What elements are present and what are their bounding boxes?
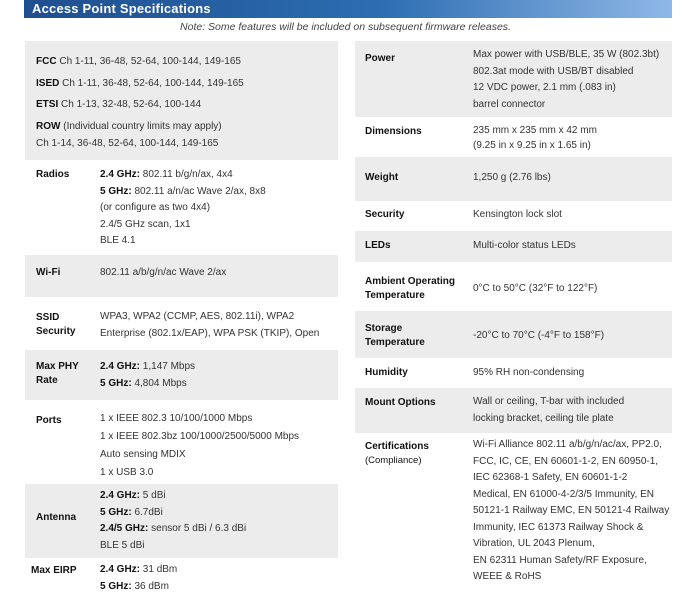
humidity-row — [355, 358, 672, 388]
weight-label: Weight — [365, 172, 399, 183]
ised-line — [36, 73, 244, 95]
firmware-note: Note: Some features will be included on subsequent firmware releases. — [180, 21, 511, 33]
mount-options-label: Mount Options — [365, 397, 436, 408]
max-eirp-row — [25, 558, 338, 598]
ambient-temp-value: 0°C to 50°C (32°F to 122°F) — [473, 283, 598, 294]
antenna-label: Antenna — [36, 512, 76, 523]
mount-options-row — [355, 388, 672, 433]
humidity-label: Humidity — [365, 367, 408, 378]
power-row — [355, 41, 672, 117]
security-label: Security — [365, 209, 405, 220]
ambient-temp-row — [355, 262, 672, 311]
max-eirp-label: Max EIRP — [31, 565, 77, 576]
radios-row — [25, 160, 338, 255]
mount-options-value: Wall or ceiling, T-bar with included locking bracket, ceiling tile plate — [473, 396, 625, 424]
weight-value: 1,250 g (2.76 lbs) — [473, 172, 551, 183]
certifications-sublabel: (Compliance) — [365, 455, 422, 466]
max-eirp-value: 2.4 GHz: 31 dBm 5 GHz: 36 dBm — [100, 564, 178, 592]
section-title: Access Point Specifications — [32, 1, 211, 16]
ssid-security-value: WPA3, WPA2 (CCMP, AES, 802.11i), WPA2 Enterprise (802.1x/EAP), WPA PSK (TKIP), Open — [100, 311, 320, 339]
dimensions-value: 235 mm x 235 mm x 42 mm (9.25 in x 9.25 in x 1.65 in) — [473, 125, 597, 151]
row-label: ROW — [36, 120, 61, 132]
ssid-security-row — [25, 297, 338, 350]
ised-value: Ch 1-11, 36-48, 52-64, 100-144, 149-165 — [62, 77, 244, 89]
power-value: Max power with USB/BLE, 35 W (802.3bt) 802.3at mode with USB/BT disabled 12 VDC power, 2.1 mm (.083 in) barrel connector — [473, 49, 660, 110]
radios-label: Radios — [36, 169, 70, 180]
leds-row — [355, 231, 672, 262]
certifications-row — [355, 433, 672, 593]
antenna-value: 2.4 GHz: 5 dBi 5 GHz: 6.7dBi 2.4/5 GHz: sensor 5 dBi / 6.3 dBi BLE 5 dBi — [100, 490, 247, 551]
ised-label: ISED — [36, 77, 60, 89]
radios-value: 2.4 GHz: 802.11 b/g/n/ax, 4x4 5 GHz: 802.11 a/n/ac Wave 2/ax, 8x8 (or configure as two 4x4) 2.4/5 GHz scan, 1x1 BLE 4.1 — [100, 169, 266, 246]
storage-temp-value: -20°C to 70°C (-4°F to 158°F) — [473, 330, 605, 341]
leds-value: Multi-color status LEDs — [473, 240, 576, 251]
ambient-temp-label: Ambient Operating Temperature — [365, 276, 456, 301]
right-spec-column — [355, 41, 672, 593]
etsi-line — [36, 94, 244, 116]
certifications-label: Certifications (Compliance) — [365, 441, 429, 466]
max-phy-label: Max PHY Rate — [36, 361, 79, 386]
wifi-row — [25, 255, 338, 297]
etsi-label: ETSI — [36, 99, 59, 110]
security-value: Kensington lock slot — [473, 209, 562, 220]
section-banner — [24, 0, 672, 18]
ssid-security-label: SSID Security — [36, 312, 76, 337]
fcc-label: FCC — [36, 56, 57, 67]
regulatory-row — [25, 41, 338, 160]
wifi-label: Wi-Fi — [36, 267, 61, 278]
row-line — [36, 116, 244, 138]
storage-temp-label: Storage Temperature — [365, 323, 425, 348]
fcc-value: Ch 1-11, 36-48, 52-64, 100-144, 149-165 — [59, 56, 241, 67]
wifi-value: 802.11 a/b/g/n/ac Wave 2/ax — [100, 267, 227, 278]
row-value: Ch 1-14, 36-48, 52-64, 100-144, 149-165 — [36, 138, 219, 149]
security-row — [355, 201, 672, 231]
max-phy-row — [25, 350, 338, 400]
power-label: Power — [365, 53, 396, 64]
antenna-row — [25, 484, 338, 558]
row-note: (Individual country limits may apply) — [63, 120, 222, 132]
ports-label: Ports — [36, 415, 62, 426]
left-spec-column — [25, 41, 338, 598]
humidity-value: 95% RH non-condensing — [473, 367, 585, 378]
weight-row — [355, 157, 672, 201]
storage-temp-row — [355, 311, 672, 358]
dimensions-label: Dimensions — [365, 126, 422, 137]
ports-row — [25, 400, 338, 484]
ports-value: 1 x IEEE 802.3 10/100/1000 Mbps 1 x IEEE 802.3bz 100/1000/2500/5000 Mbps Auto sensing MDIX 1 x USB 3.0 — [100, 413, 300, 478]
dimensions-row — [355, 117, 672, 157]
leds-label: LEDs — [365, 240, 391, 251]
fcc-line — [36, 51, 244, 73]
max-phy-value: 2.4 GHz: 1,147 Mbps 5 GHz: 4,804 Mbps — [100, 361, 196, 389]
certifications-value: Wi-Fi Alliance 802.11 a/b/g/n/ac/ax, PP2.0, FCC, IC, CE, EN 60601-1-2, EN 60950-1, IEC 62368-1 Safety, EN 60601-1-2 Medical, EN 61000-4-2/3/5 Immunity, EN 50121-1 Railway EMC, EN 50121-4 Railway Immunity, IEC 61373 Railway Shock & Vibration, UL 2043 Plenum, EN 62311 Human Safety/RF Exposure, WEEE & RoHS — [473, 439, 670, 582]
etsi-value: Ch 1-13, 32-48, 52-64, 100-144 — [61, 99, 202, 110]
